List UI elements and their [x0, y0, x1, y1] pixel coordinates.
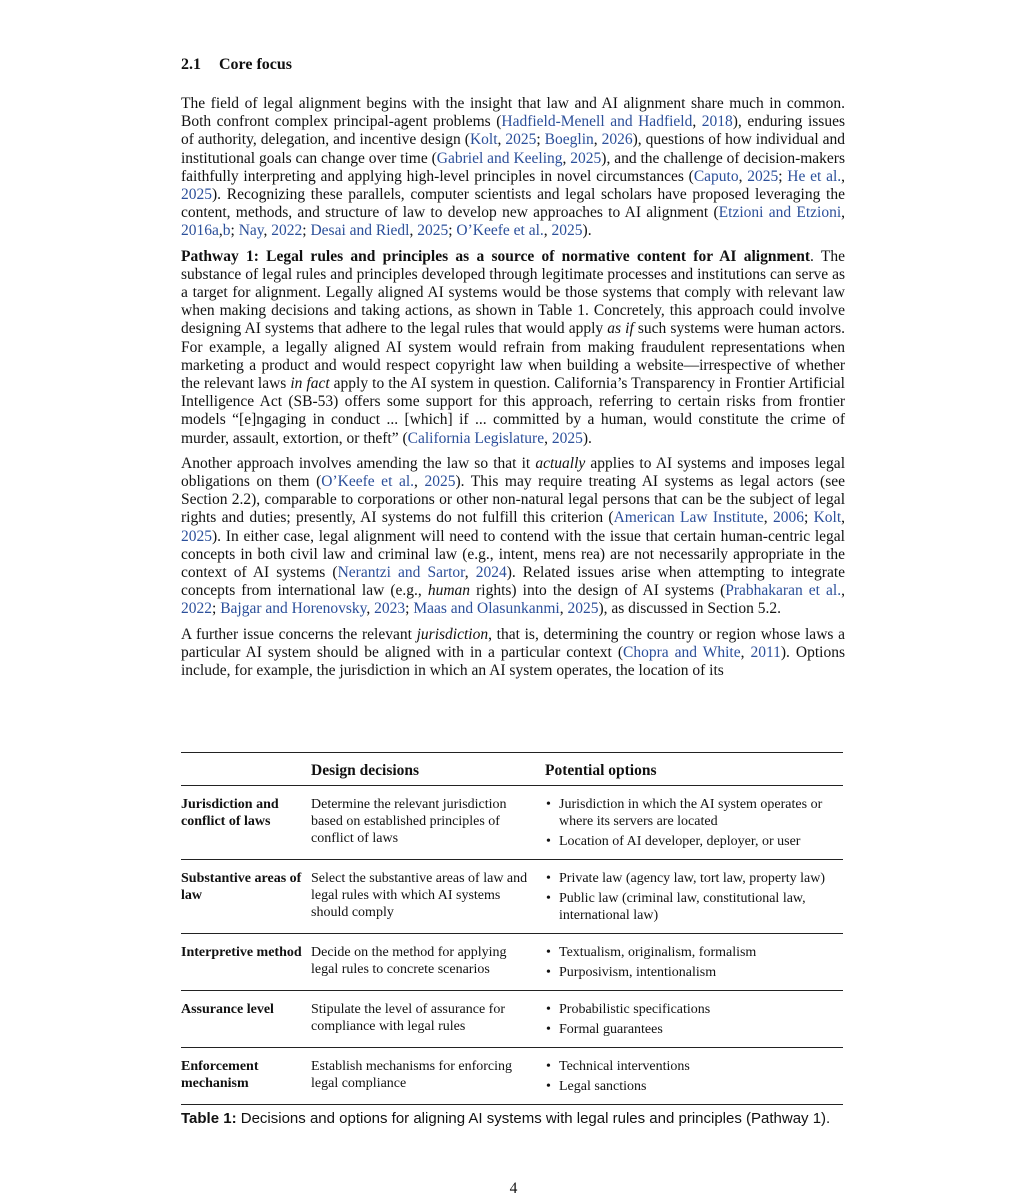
citation-link[interactable]: 2016a: [181, 222, 219, 240]
table-header-options: Potential options: [545, 762, 657, 779]
table-header-row: [181, 753, 843, 786]
citation-link[interactable]: California Legislature: [407, 429, 545, 447]
citation-link[interactable]: Gabriel and Keeling: [436, 149, 563, 167]
row-options: [545, 991, 843, 1048]
citation-link[interactable]: 2011: [750, 643, 781, 661]
pathway-heading: Pathway 1: Legal rules and principles as a source of normative content for AI alignment: [181, 247, 811, 265]
paragraph-intro: The field of legal alignment begins with the insight that law and AI alignment share much in common. Both confront complex principal-agent problems (Hadfield-Menell and Hadfield, 2018), enduring issues of authority, delegation, and incentive design (Kolt, 2025; Boeglin, 2026), questions of how individual and institutional goals can change over time (Gabriel and Keeling, 2025), and the challenge of decision-makers faithfully interpreting and applying high-level principles in novel circumstances (Caputo, 2025; He et al., 2025). Recognizing these parallels, computer scientists and legal scholars have proposed leveraging the content, methods, and structure of law to develop new approaches to AI alignment (Etzioni and Etzioni, 2016a,b; Nay, 2022; Desai and Riedl, 2025; O’Keefe et al., 2025).: [181, 95, 846, 240]
paragraph-pathway-1: Pathway 1: Legal rules and principles as a source of normative content for AI alignment. The substance of legal rules and principles developed through legitimate processes and institutions can serve as a target for alignment. Legally aligned AI systems would be those systems that comply with relevant law when making decisions and taking actions, as shown in Table 1. Concretely, this approach could involve designing AI systems that adhere to the legal rules that would apply as if such systems were human actors. For example, a legally aligned AI system would refrain from making fraudulent representations when marketing a product and would respect copyright law when building a website—irrespective of whether the relevant laws in fact apply to the AI system in question. California’s Transparency in Frontier Artificial Intelligence Act (SB-53) offers some support for this approach, referring to certain risks from frontier models “[e]ngaging in conduct ... [which] if ... committed by a human, would constitute the crime of murder, assault, extortion, or theft” (California Legislature, 2025).: [181, 247, 845, 447]
section-heading: [181, 56, 845, 74]
citation-link[interactable]: O’Keefe et al.: [456, 222, 544, 240]
page-number: 4: [509, 1180, 518, 1197]
citation-link[interactable]: 2025: [747, 167, 779, 185]
option-item: • Public law (criminal law, constitutional law, international law): [545, 890, 843, 924]
row-label: Assurance level: [181, 1002, 274, 1017]
citation-link[interactable]: 2025: [417, 222, 449, 240]
row-label: Enforcement mechanism: [181, 1059, 259, 1091]
row-options: [545, 860, 843, 934]
citation-link[interactable]: 2023: [374, 600, 406, 618]
row-decision: Determine the relevant jurisdiction based on established principles of conflict of laws: [311, 797, 507, 846]
row-label: Substantive areas of law: [181, 871, 302, 903]
citation-link[interactable]: Etzioni and Etzioni: [718, 204, 842, 222]
citation-link[interactable]: Prabhakaran et al.: [725, 582, 842, 600]
citation-link[interactable]: 2025: [551, 429, 583, 447]
table-header-design: Design decisions: [311, 762, 420, 779]
citation-link[interactable]: Caputo: [693, 167, 739, 185]
option-item: • Probabilistic specifications: [545, 1001, 843, 1018]
option-item: • Jurisdiction in which the AI system operates or where its servers are located: [545, 796, 843, 830]
section-number: 2.1: [181, 56, 201, 73]
row-options: [545, 1048, 843, 1105]
citation-link[interactable]: 2025: [551, 222, 583, 240]
citation-link[interactable]: Kolt: [469, 131, 498, 149]
option-item: • Textualism, originalism, formalism: [545, 944, 843, 961]
table-row: [181, 860, 843, 934]
citation-link[interactable]: Hadfield-Menell and Hadfield: [501, 113, 693, 131]
option-item: • Formal guarantees: [545, 1021, 843, 1038]
row-decision: Stipulate the level of assurance for compliance with legal rules: [311, 1002, 505, 1034]
citation-link[interactable]: 2024: [475, 564, 507, 582]
row-decision: Decide on the method for applying legal rules to concrete scenarios: [311, 945, 507, 977]
citation-link[interactable]: Kolt: [813, 509, 842, 527]
citation-link[interactable]: American Law Institute: [613, 509, 764, 527]
option-item: • Location of AI developer, deployer, or user: [545, 833, 843, 850]
option-item: • Purposivism, intentionalism: [545, 964, 843, 981]
citation-link[interactable]: O’Keefe et al.: [321, 473, 415, 491]
citation-link[interactable]: Bajgar and Horenovsky: [220, 600, 367, 618]
option-item: • Technical interventions: [545, 1058, 843, 1075]
table-row: [181, 1048, 843, 1105]
citation-link[interactable]: 2025: [181, 527, 212, 545]
table-row: [181, 934, 843, 991]
paragraph-jurisdiction: A further issue concerns the relevant jurisdiction, that is, determining the country or region whose laws a particular AI system should be aligned with in a particular context (Chopra and White, 2011). Options include, for example, the jurisdiction in which an AI system operates, the location of its: [181, 625, 845, 680]
page-body: [181, 56, 845, 680]
table-row: [181, 786, 843, 860]
citation-link[interactable]: Desai and Riedl: [310, 222, 410, 240]
option-item: • Legal sanctions: [545, 1078, 843, 1095]
row-label: Interpretive method: [181, 945, 302, 960]
citation-link[interactable]: 2025: [424, 473, 456, 491]
row-decision: Select the substantive areas of law and legal rules with which AI systems should comply: [311, 871, 528, 920]
citation-link[interactable]: 2025: [567, 600, 599, 618]
citation-link[interactable]: Maas and Olasunkanmi: [413, 600, 560, 618]
table-1: [181, 752, 843, 1105]
table-row: [181, 991, 843, 1048]
citation-link[interactable]: 2025: [181, 186, 212, 204]
row-decision: Establish mechanisms for enforcing legal compliance: [311, 1059, 513, 1091]
citation-link[interactable]: 2006: [772, 509, 804, 527]
paragraph-another-approach: Another approach involves amending the law so that it actually applies to AI systems and imposes legal obligations on them (O’Keefe et al., 2025). This may require treating AI systems as legal actors (see Section 2.2), comparable to corporations or other non-natural legal persons that can be the subject of legal rights and duties; presently, AI systems do not fulfill this criterion (American Law Institute, 2006; Kolt, 2025). In either case, legal alignment will need to contend with the issue that certain human-centric legal concepts in both civil law and criminal law (e.g., intent, mens rea) are not necessarily appropriate in the context of AI systems (Nerantzi and Sartor, 2024). Related issues arise when attempting to integrate concepts from international law (e.g., human rights) into the design of AI systems (Prabhakaran et al., 2022; Bajgar and Horenovsky, 2023; Maas and Olasunkanmi, 2025), as discussed in Section 5.2.: [181, 454, 846, 618]
caption-label: Table 1:: [181, 1110, 237, 1127]
section-title: Core focus: [219, 56, 293, 73]
citation-link[interactable]: Nerantzi and Sartor: [337, 564, 465, 582]
citation-link[interactable]: Nay: [238, 222, 264, 240]
citation-link[interactable]: Chopra and White: [623, 643, 741, 661]
citation-link[interactable]: 2025: [505, 131, 537, 149]
citation-link[interactable]: He et al.: [787, 167, 842, 185]
citation-link[interactable]: 2022: [271, 222, 303, 240]
caption-text: Decisions and options for aligning AI systems with legal rules and principles (Pathway 1).: [236, 1110, 831, 1127]
citation-link[interactable]: 2022: [181, 600, 212, 618]
citation-link[interactable]: Boeglin: [544, 131, 594, 149]
row-options: [545, 786, 843, 860]
citation-link[interactable]: 2025: [570, 149, 602, 167]
table-header-blank: [181, 753, 311, 786]
citation-link[interactable]: 2026: [601, 131, 633, 149]
table-caption: [181, 1110, 851, 1127]
citation-link[interactable]: b: [222, 222, 231, 240]
option-item: • Private law (agency law, tort law, property law): [545, 870, 843, 887]
row-label: Jurisdiction and conflict of laws: [181, 797, 279, 829]
citation-link[interactable]: 2018: [701, 113, 733, 131]
row-options: [545, 934, 843, 991]
